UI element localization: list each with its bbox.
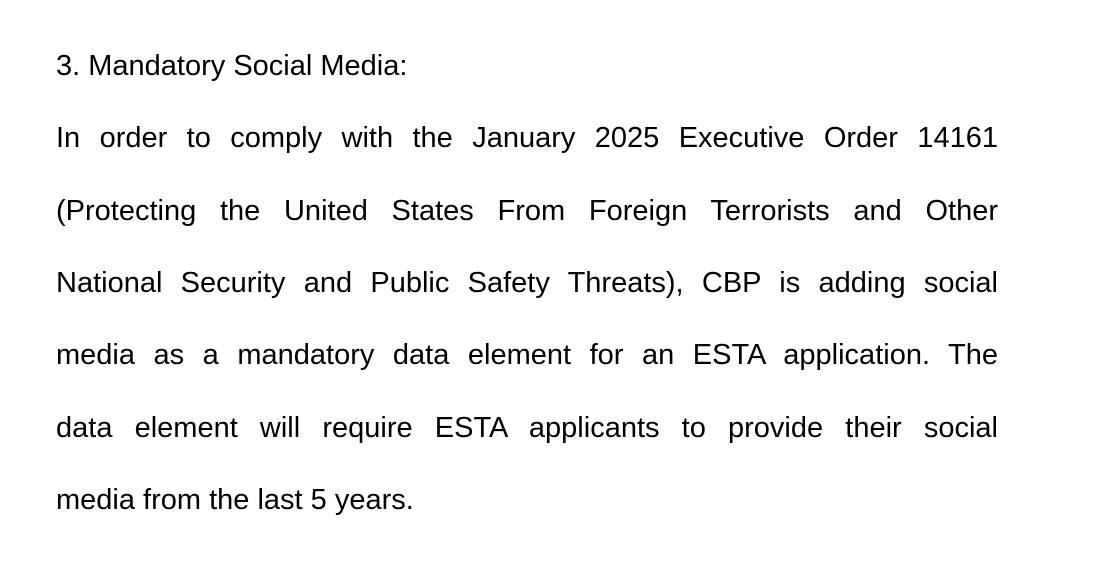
paragraph-line: National Security and Public Safety Threats), CBP is adding social [56,267,998,299]
paragraph-line: In order to comply with the January 2025 Executive Order 14161 [56,122,998,154]
paragraph-line: data element will require ESTA applicants to provide their social [56,412,998,444]
paragraph-line: media from the last 5 years. [56,484,414,516]
section-heading: 3. Mandatory Social Media: [56,50,408,82]
paragraph-line: (Protecting the United States From Foreign Terrorists and Other [56,195,998,227]
paragraph-line: media as a mandatory data element for an ESTA application. The [56,339,998,371]
